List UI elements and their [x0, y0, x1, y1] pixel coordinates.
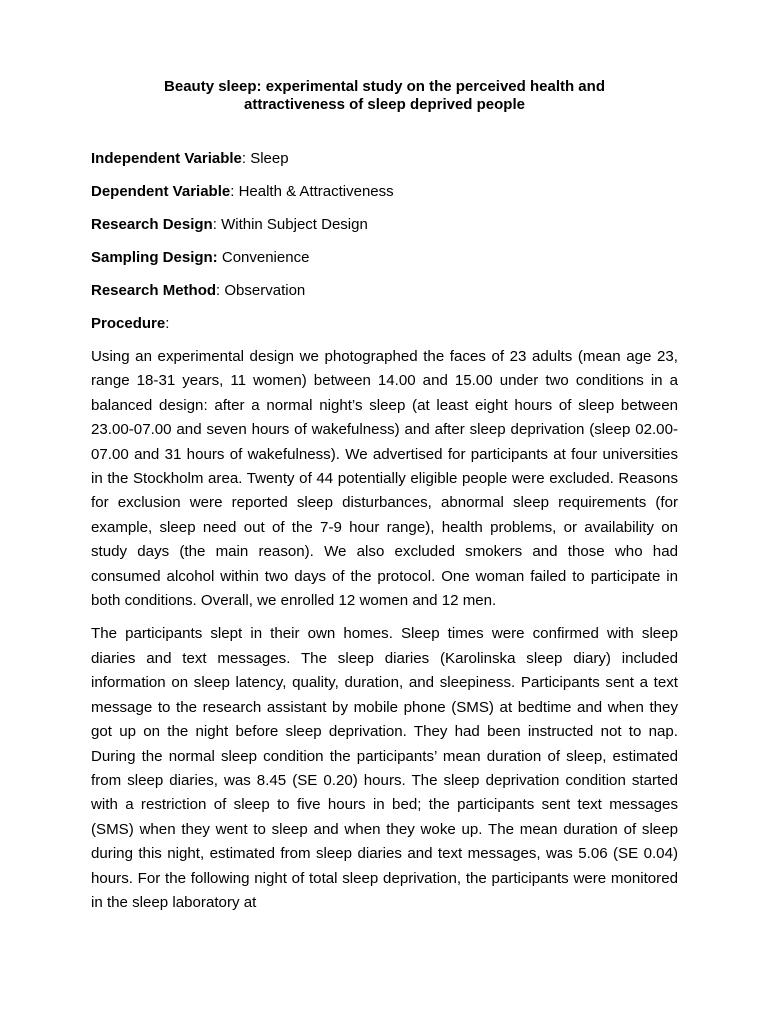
field-sampling-design [91, 249, 678, 267]
title-line-2: attractiveness of sleep deprived people [244, 96, 525, 113]
field-dependent-variable [91, 183, 678, 201]
field-independent-variable [91, 150, 678, 168]
field-separator: : [230, 183, 239, 200]
field-procedure [91, 315, 678, 333]
field-research-design [91, 216, 678, 234]
field-label: Independent Variable [91, 150, 242, 167]
document-page [91, 78, 678, 924]
field-label: Dependent Variable [91, 183, 231, 200]
field-separator: : [216, 282, 225, 299]
field-research-method [91, 282, 678, 300]
procedure-paragraph-1: Using an experimental design we photographed the faces of 23 adults (mean age 23, range 18-31 years, 11 women) between 14.00 and 15.00 under two conditions in a balanced design: after a normal night’s sleep (at least eight hours of sleep between 23.00-07.00 and seven hours of wakefulness) and after sleep deprivation (sleep 02.00-07.00 and 31 hours of wakefulness). We advertised for participants at four universities in the Stockholm area. Twenty of 44 potentially eligible people were excluded. Reasons for exclusion were reported sleep disturbances, abnormal sleep requirements (for example, sleep need out of the 7-9 hour range), health problems, or availability on study days (the main reason). We also excluded smokers and those who had consumed alcohol within two days of the protocol. One woman failed to participate in both conditions. Overall, we enrolled 12 women and 12 men. [91, 348, 678, 610]
field-value: Observation [224, 282, 306, 299]
field-value: Convenience [221, 249, 310, 266]
field-separator: : [241, 150, 251, 167]
procedure-paragraph-2: The participants slept in their own homes. Sleep times were confirmed with sleep diaries and text messages. The sleep diaries (Karolinska sleep diary) included information on sleep latency, quality, duration, and sleepiness. Participants sent a text message to the research assistant by mobile phone (SMS) at bedtime and when they got up on the night before sleep deprivation. They had been instructed not to nap. During the normal sleep condition the participants’ mean duration of sleep, estimated from sleep diaries, was 8.45 (SE 0.20) hours. The sleep deprivation condition started with a restriction of sleep to five hours in bed; the participants sent text messages (SMS) when they went to sleep and when they woke up. The mean duration of sleep during this night, estimated from sleep diaries and text messages, was 5.06 (SE 0.04) hours. For the following night of total sleep deprivation, the participants were monitored in the sleep laboratory at [91, 625, 678, 911]
field-separator: : [212, 216, 222, 233]
field-separator: : [165, 315, 170, 332]
field-label: Sampling Design: [91, 249, 218, 266]
field-label: Research Design [91, 216, 213, 233]
field-label: Research Method [91, 282, 217, 299]
document-title [91, 78, 678, 114]
title-line-1: Beauty sleep: experimental study on the perceived health and [164, 78, 605, 95]
field-value: Within Subject Design [221, 216, 368, 233]
field-label: Procedure [91, 315, 166, 332]
field-value: Health & Attractiveness [238, 183, 394, 200]
field-value: Sleep [250, 150, 289, 167]
